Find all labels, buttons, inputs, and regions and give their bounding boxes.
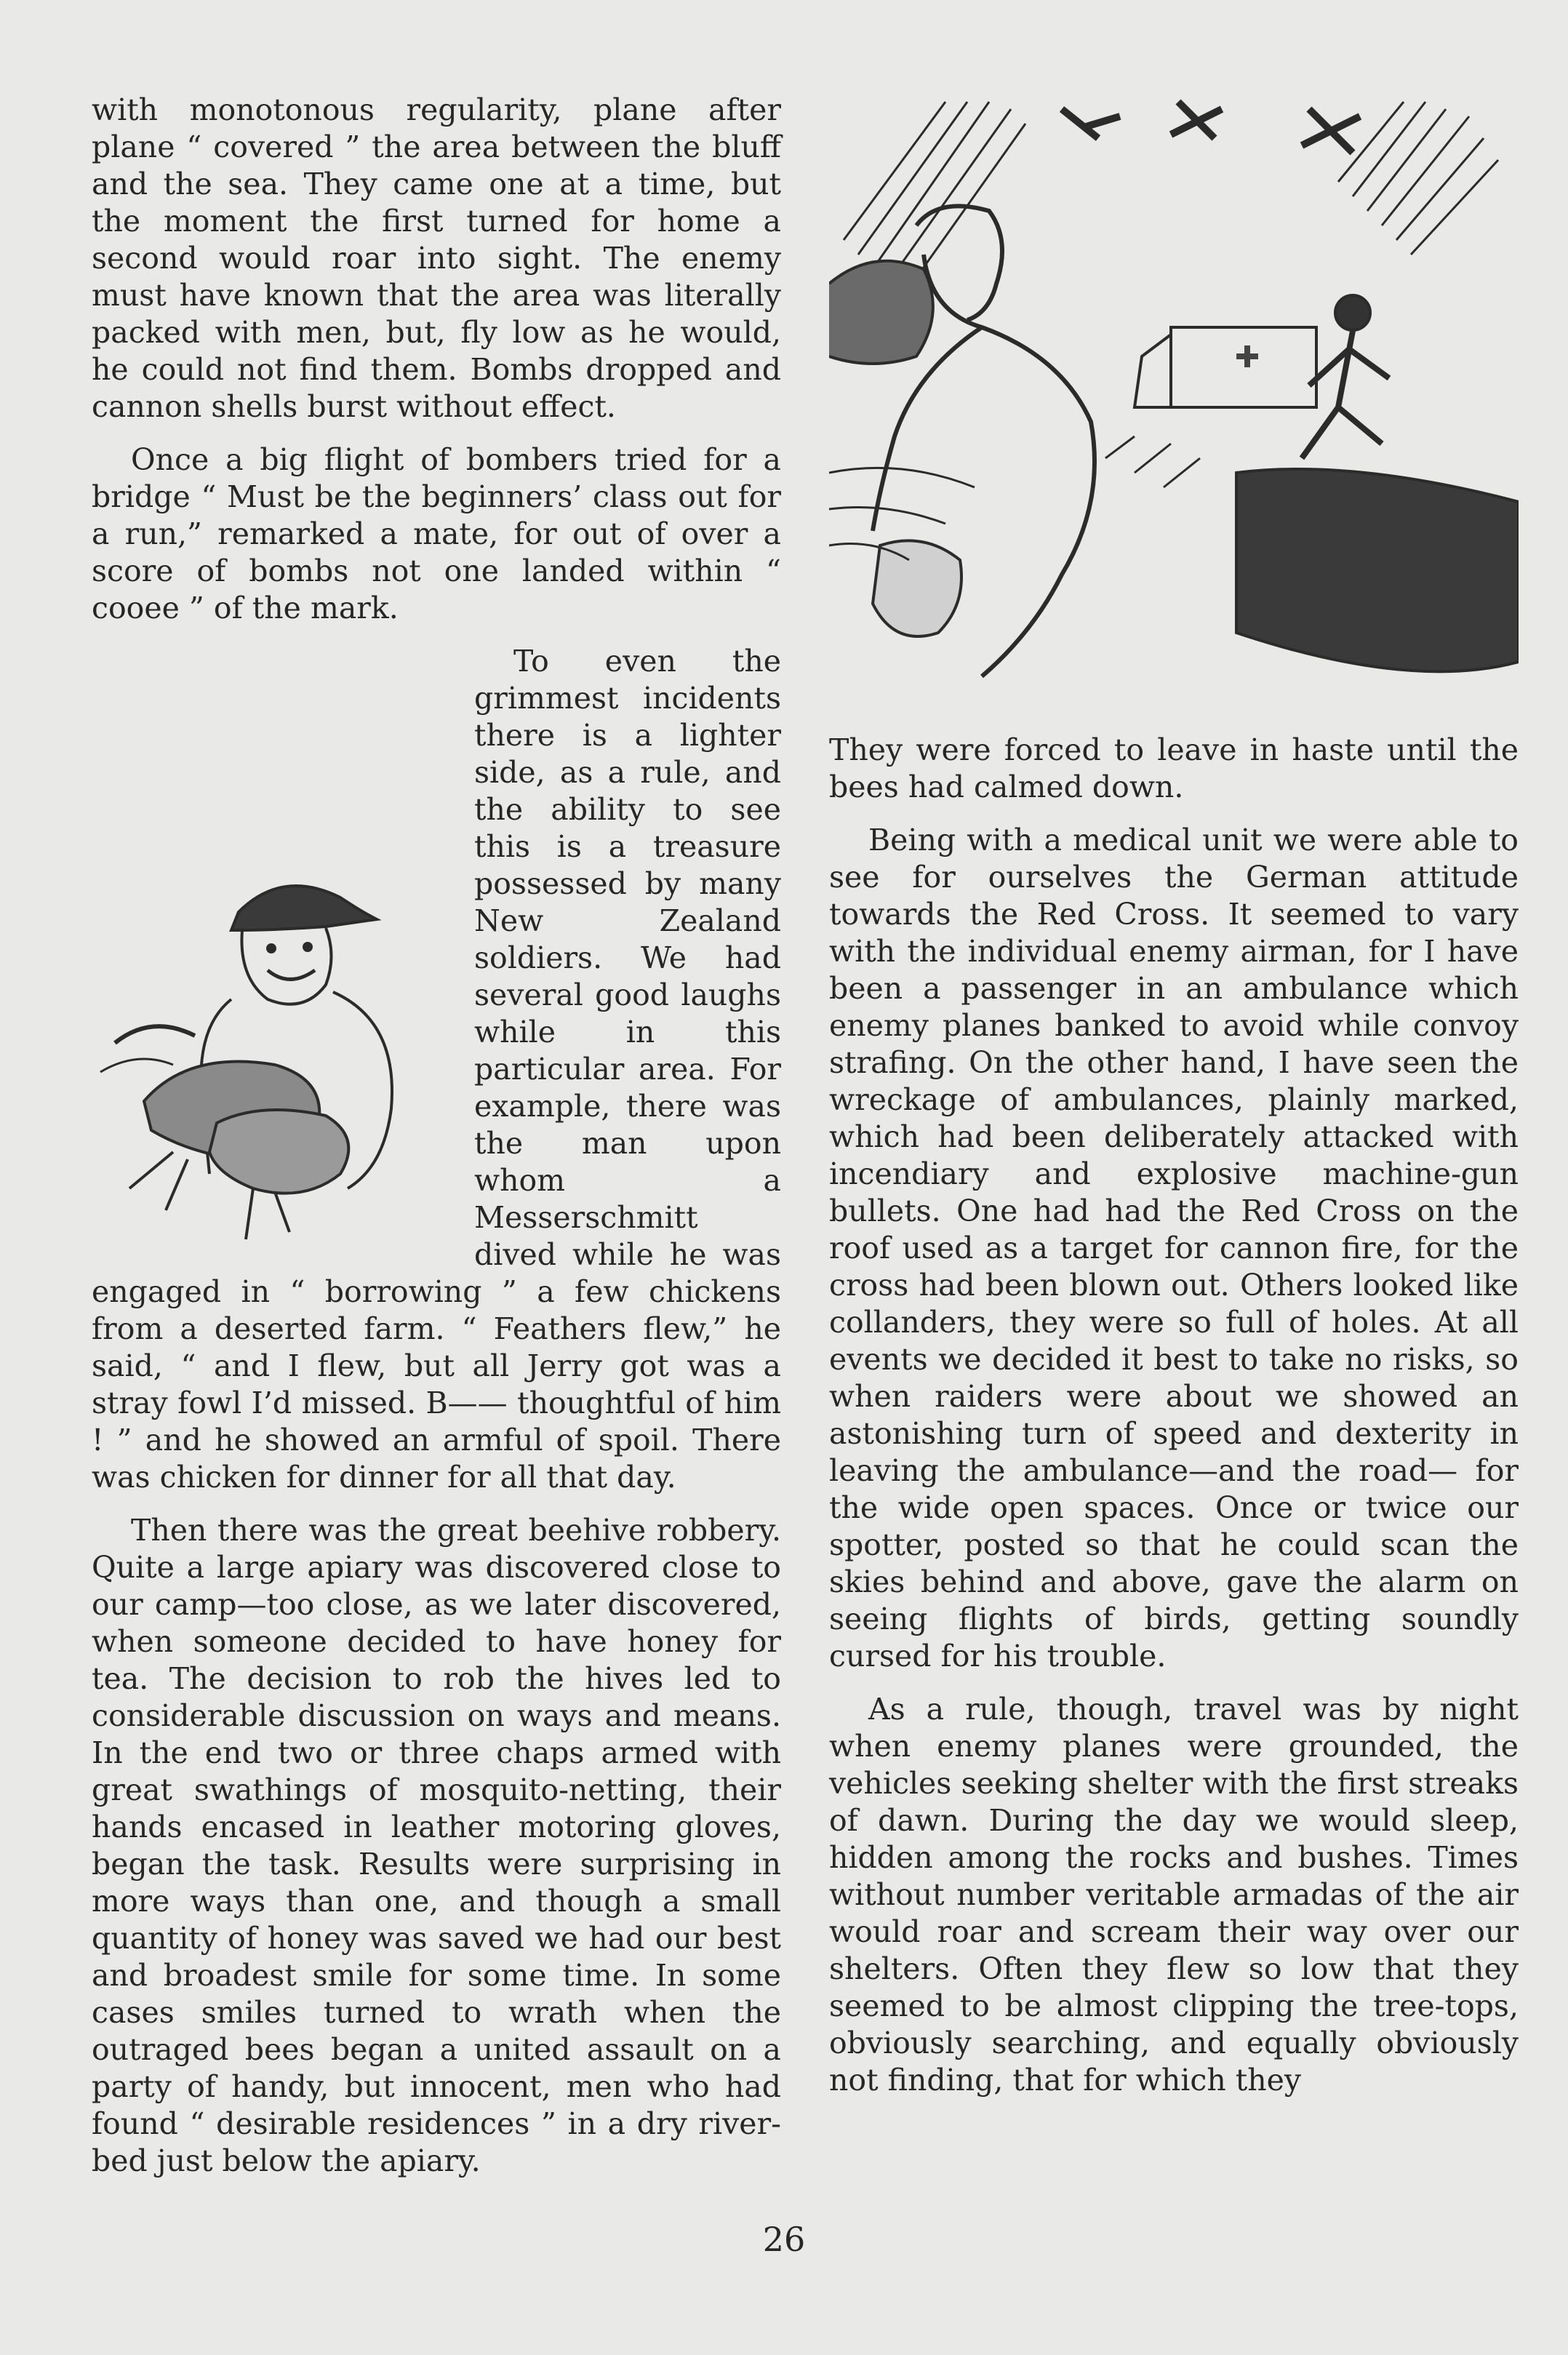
left-column [92,92,781,2196]
right-column [829,95,1519,2115]
soldier-fleeing-bees-illustration [829,95,1519,721]
page-number: 26 [762,2220,806,2259]
paragraph-red-cross: Being with a medical unit we were able to see for ourselves the German attitude towards the Red Cross. It seemed to vary with the individual enemy airman, for I have been a passenger in an ambulance which enemy planes banked to avoid while convoy strafing. On the other hand, I have seen the wreckage of ambulances, plainly marked, which had been deliberately attacked with incendiary and explosive machine-gun bullets. One had had the Red Cross on the roof used as a target for cannon fire, for the cross had been blown out. Others looked like collanders, they were so full of holes. At all events we decided it best to take no risks, so when raiders were about we showed an astonishing turn of speed and dexterity in leaving the ambulance—and the road— for the wide open spaces. Once or twice our spotter, posted so that he could scan the skies behind and above, gave the alarm on seeing flights of birds, getting soundly cursed for his trouble. [829,823,1519,1674]
soldier-with-chickens-illustration [86,861,464,1254]
paragraph-bombers-bridge: Once a big flight of bombers tried for a bridge “ Must be the beginners’ class out for a run,” remarked a mate, for out of over a score of bombs not one landed within “ cooee ” of the mark. [92,442,781,625]
paragraph-plane-after-plane: with monotonous regularity, plane after plane “ covered ” the area between the bluff and the sea. They came one at a time, but the moment the first turned for home a second would roar into sight. The enemy must have known that the area was literally packed with men, but, fly low as he would, he could not find them. Bombs dropped and cannon shells burst without effect. [92,92,781,424]
paragraph-forced-to-leave: They were forced to leave in haste until the bees had calmed down. [829,732,1519,804]
paragraph-lighter-side: To even the grimmest incidents there is a lighter side, as a rule, and the ability to see this is a treasure possessed by many New Zealand soldiers. We had several good laughs while in this particular area. For example, there was the man upon whom a Messerschmitt dived while he was engaged in “ borrowing ” a few chickens from a deserted farm. “ Feathers flew,” he said, “ and I flew, but all Jerry got was a stray fowl I’d missed. B—— thoughtful of him ! ” and he showed an armful of spoil. There was chicken for dinner for all that day. [92,644,781,1495]
paragraph-lighter-side-wrapper [92,643,781,1496]
paragraph-beehive-robbery: Then there was the great beehive robbery. Quite a large apiary was discovered close to our camp—too close, as we later discovered, when someone decided to have honey for tea. The decision to rob the hives led to considerable discussion on ways and means. In the end two or three chaps armed with great swathings of mosquito-netting, their hands encased in leather motoring gloves, began the task. Results were surprising in more ways than one, and though a small quantity of honey was saved we had our best and broadest smile for some time. In some cases smiles turned to wrath when the outraged bees began a united assault on a party of handy, but innocent, men who had found “ desirable residences ” in a dry river-bed just below the apiary. [92,1513,781,2178]
paragraph-travel-by-night: As a rule, though, travel was by night when enemy planes were grounded, the vehicles seeking shelter with the first streaks of dawn. During the day we would sleep, hidden among the rocks and bushes. Times without number veritable armadas of the air would roar and scream their way over our shelters. Often they flew so low that they seemed to be almost clipping the tree-tops, obviously searching, and equally obviously not finding, that for which they [829,1692,1519,2098]
